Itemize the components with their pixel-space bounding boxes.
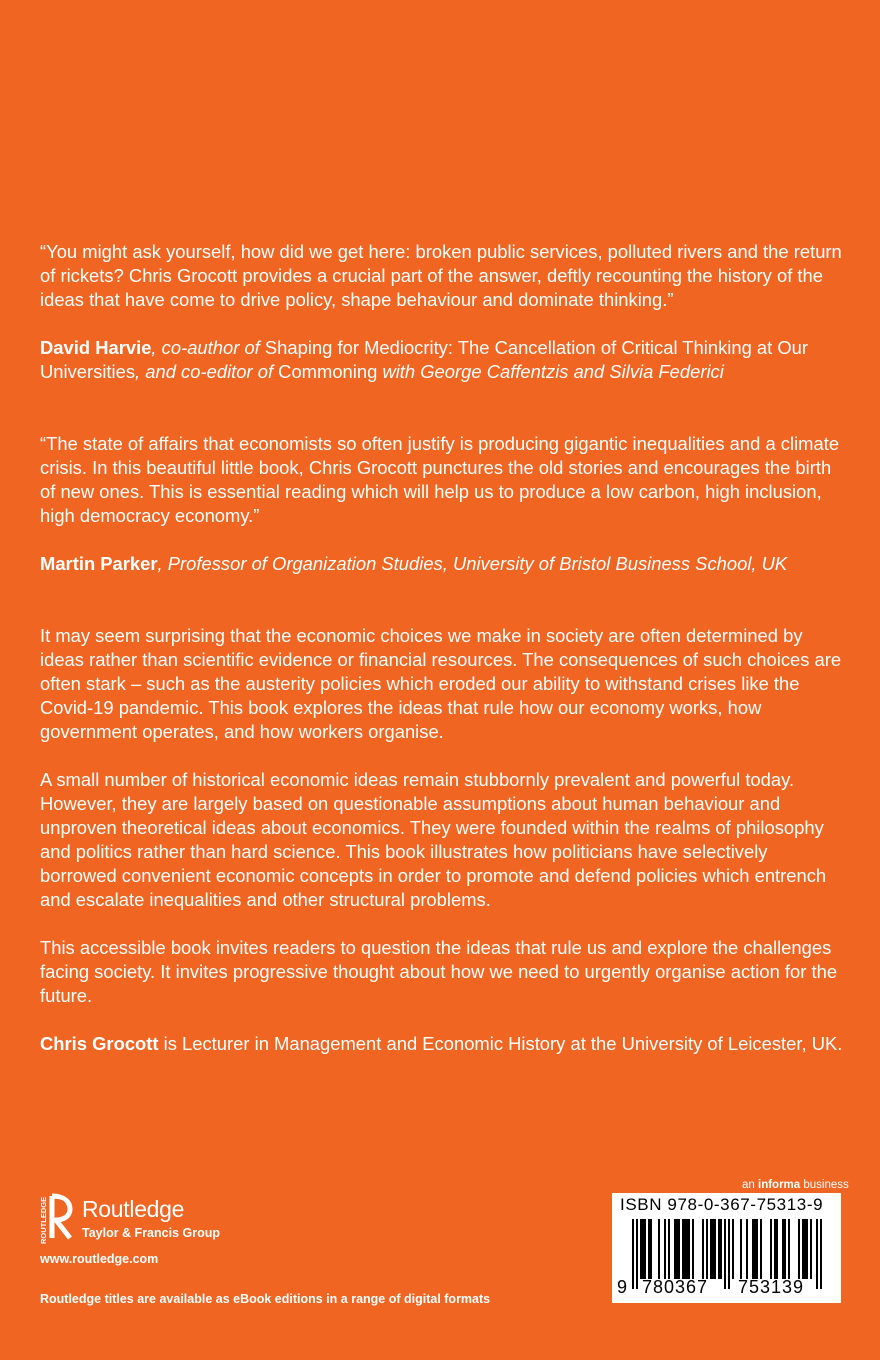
barcode-bar (678, 1219, 680, 1279)
barcode-bar (752, 1219, 754, 1279)
barcode-bar (782, 1219, 784, 1279)
barcode-bar (676, 1219, 678, 1279)
barcode-bar (806, 1219, 808, 1279)
barcode-bar (770, 1219, 772, 1279)
publisher-name: Routledge (82, 1196, 185, 1222)
barcode-bar (712, 1219, 714, 1279)
barcode-bar (644, 1219, 646, 1279)
barcode-bar (788, 1219, 790, 1279)
barcode-bar (668, 1219, 670, 1279)
barcode-bar (810, 1219, 812, 1279)
barcode-bar (710, 1219, 712, 1279)
endorsement-quote-2: “The state of affairs that economists so often justify is producing gigantic inequalities and a climate crisis. In this beautiful little book, Chris Grocott punctures the old stories and encourages the birth of new ones. This is essential reading which will help us to produce a low carbon, high inclusion, high democracy economy.” (40, 433, 840, 526)
barcode-bar (702, 1219, 704, 1279)
barcode-bar (714, 1219, 716, 1279)
publisher-block (40, 1194, 300, 1274)
barcode-bar (802, 1219, 804, 1279)
barcode-bar (658, 1219, 660, 1279)
barcode-bar (642, 1219, 644, 1279)
barcode-bar (692, 1219, 694, 1279)
barcode-lead-digit: 9 (617, 1277, 629, 1297)
barcode-bar (720, 1219, 722, 1279)
routledge-logo-icon (40, 1194, 80, 1246)
barcode-bar (718, 1219, 720, 1279)
author-bio: Chris Grocott is Lecturer in Management and Economic History at the University of Leicester, UK. (40, 1033, 843, 1054)
endorser-name-1: David Harvie (40, 337, 152, 358)
endorsement-attribution-2: Martin Parker, Professor of Organization Studies, University of Bristol Business School, UK (40, 553, 788, 574)
barcode-bar (648, 1219, 650, 1279)
barcode-bar (674, 1219, 676, 1279)
barcode-bar (682, 1219, 684, 1279)
barcode-bar (798, 1219, 800, 1279)
publisher-url[interactable]: www.routledge.com (40, 1252, 159, 1266)
barcode-bar (640, 1219, 642, 1279)
isbn-label: ISBN 978-0-367-75313-9 (620, 1195, 824, 1214)
barcode-bar (774, 1219, 776, 1279)
barcode-right-group: 753139 (738, 1277, 805, 1297)
barcode-bar (650, 1219, 652, 1279)
barcode-bar (756, 1219, 758, 1279)
barcode-digits (612, 1277, 841, 1301)
endorsement-attribution-1: David Harvie, co-author of Shaping for Mediocrity: The Cancellation of Critical Thinking at Our Universities, and co-editor of Commoning with George Caffentzis and Silvia Federici (40, 337, 809, 382)
routledge-logo-vertical-text: ROUTLEDGE (39, 1196, 48, 1244)
publisher-group: Taylor & Francis Group (82, 1226, 220, 1240)
blurb-paragraph-1: It may seem surprising that the economic choices we make in society are often determined by ideas rather than scientific evidence or financial resources. The consequences of such choices are often stark – such as the austerity policies which eroded our ability to withstand crises like the Covid-19 pandemic. This book explores the ideas that rule how our economy works, how government operates, and how workers organise. (40, 625, 842, 742)
barcode-bar (664, 1219, 666, 1279)
barcode-bar (746, 1219, 748, 1279)
barcode-bar (740, 1219, 742, 1279)
endorser-name-2: Martin Parker (40, 553, 158, 574)
barcode-bar (760, 1219, 762, 1279)
blurb-paragraph-2: A small number of historical economic ideas remain stubbornly prevalent and powerful today. However, they are largely based on questionable assumptions about human behaviour and unproven theoretical ideas about economics. They were founded within the realms of philosophy and politics rather than hard science. This book illustrates how politicians have selectively borrowed convenient economic concepts in order to promote and defend policies which entrench and escalate inequalities and other structural problems. (40, 769, 827, 910)
endorsement-quote-1: “You might ask yourself, how did we get here: broken public services, polluted rivers and the return of rickets? Chris Grocott provides a crucial part of the answer, deftly recounting the history of the ideas that have come to drive policy, shape behaviour and dominate thinking.” (40, 241, 842, 310)
barcode-bar (706, 1219, 708, 1279)
back-cover-text (40, 240, 848, 1080)
barcode-bar (754, 1219, 756, 1279)
barcode-bar (776, 1219, 778, 1279)
barcode-bar (804, 1219, 806, 1279)
author-name: Chris Grocott (40, 1033, 159, 1054)
barcode-bar (732, 1219, 734, 1279)
informa-business-label: an informa business (742, 1179, 849, 1191)
barcode-bar (686, 1219, 688, 1279)
barcode-bar (684, 1219, 686, 1279)
blurb-paragraph-3: This accessible book invites readers to question the ideas that rule us and explore the challenges facing society. It invites progressive thought about how we need to urgently organise action for the future. (40, 937, 838, 1006)
barcode-bar (784, 1219, 786, 1279)
isbn-barcode (612, 1193, 841, 1303)
ebook-note: Routledge titles are available as eBook editions in a range of digital formats (40, 1292, 491, 1306)
barcode-left-group: 780367 (642, 1277, 709, 1297)
barcode-bar (688, 1219, 690, 1279)
